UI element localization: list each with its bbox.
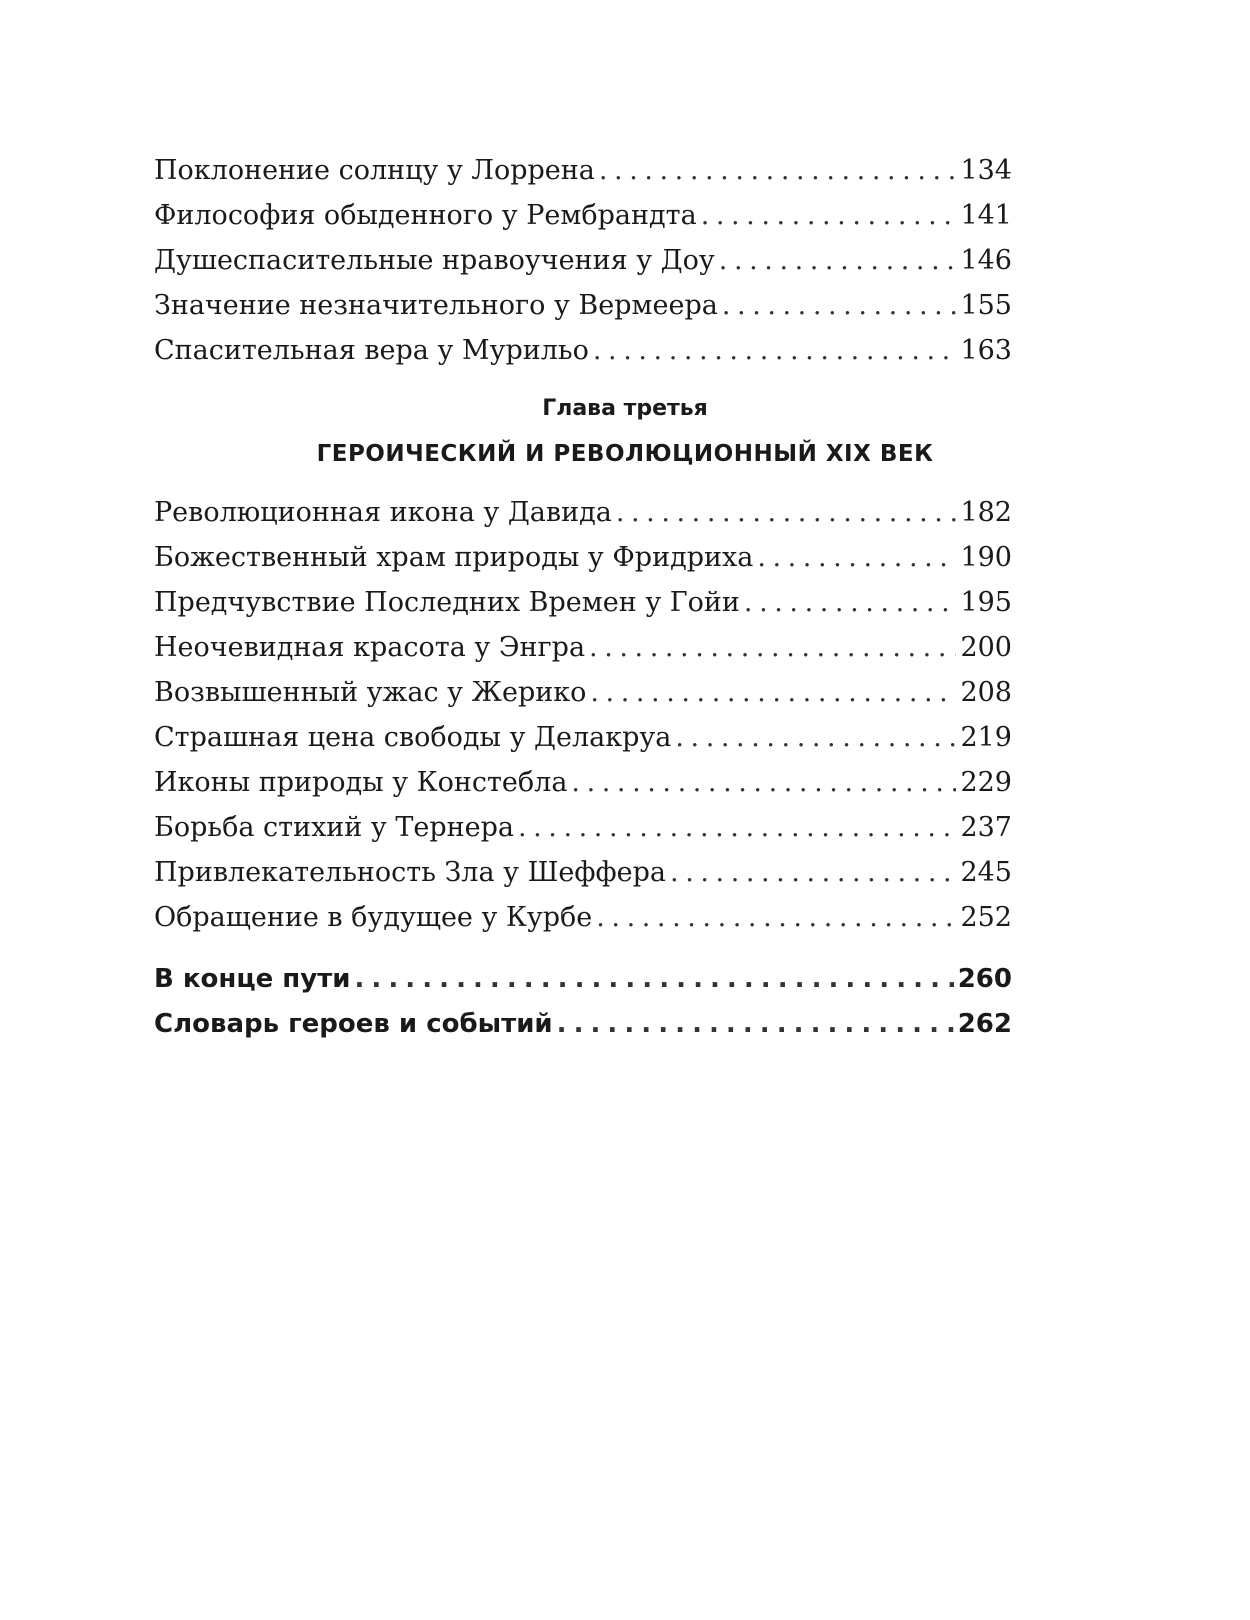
- toc-entry-page: 219: [960, 722, 1012, 753]
- toc-entry-page: 245: [960, 857, 1012, 888]
- dot-leader: [599, 151, 957, 191]
- toc-entry-page: 141: [960, 200, 1012, 231]
- toc-entry-delacroix[interactable]: [154, 718, 1012, 758]
- toc-entry-page: 134: [960, 155, 1012, 186]
- toc-entry-dou[interactable]: [154, 241, 1012, 281]
- toc-entry-title: Душеспасительные нравоучения у Доу: [154, 245, 715, 276]
- toc-entry-title: В конце пути: [154, 964, 351, 994]
- toc-entry-title: Божественный храм природы у Фридриха: [154, 542, 754, 573]
- chapter-label: Глава третья: [542, 396, 708, 421]
- toc-entry-vermeer[interactable]: [154, 286, 1012, 326]
- toc-entry-page: 252: [960, 902, 1012, 933]
- toc-entry-rembrandt[interactable]: [154, 196, 1012, 236]
- toc-entry-murillo[interactable]: [154, 331, 1012, 371]
- toc-entry-title: Страшная цена свободы у Делакруа: [154, 722, 672, 753]
- dot-leader: [701, 196, 957, 236]
- dot-leader: [757, 538, 956, 578]
- dot-leader: [719, 241, 957, 281]
- dot-leader: [593, 331, 957, 371]
- toc-entry-page: 262: [957, 1009, 1012, 1039]
- toc-entry-page: 163: [960, 335, 1012, 366]
- toc-entry-page: 260: [957, 964, 1012, 994]
- toc-entry-title: Неочевидная красота у Энгра: [154, 632, 586, 663]
- dot-leader: [590, 673, 956, 713]
- toc-entry-title: Привлекательность Зла у Шеффера: [154, 857, 667, 888]
- toc-entry-goya[interactable]: [154, 583, 1012, 623]
- toc-entry-title: Возвышенный ужас у Жерико: [154, 677, 587, 708]
- dot-leader: [518, 808, 956, 848]
- toc-entry-page: 229: [960, 767, 1012, 798]
- toc-entry-page: 146: [960, 245, 1012, 276]
- dot-leader: [355, 959, 954, 999]
- toc-entry-ingres[interactable]: [154, 628, 1012, 668]
- toc-entry-gericault[interactable]: [154, 673, 1012, 713]
- toc-entry-courbet[interactable]: [154, 898, 1012, 938]
- toc-entry-page: 195: [960, 587, 1012, 618]
- toc-entry-page: 190: [960, 542, 1012, 573]
- toc-entry-page: 237: [960, 812, 1012, 843]
- toc-entry-title: Словарь героев и событий: [154, 1009, 553, 1039]
- dot-leader: [557, 1004, 954, 1044]
- toc-entry-scheffer[interactable]: [154, 853, 1012, 893]
- toc-entry-page: 200: [960, 632, 1012, 663]
- toc-entry-title: Значение незначительного у Вермеера: [154, 290, 718, 321]
- toc-entry-title: Иконы природы у Констебла: [154, 767, 568, 798]
- toc-entry-title: Революционная икона у Давида: [154, 497, 612, 528]
- dot-leader: [596, 898, 956, 938]
- dot-leader: [675, 718, 956, 758]
- toc-entry-page: 182: [960, 497, 1012, 528]
- toc-entry-glossary[interactable]: [154, 1004, 1012, 1044]
- toc-entry-friedrich[interactable]: [154, 538, 1012, 578]
- toc-entry-constable[interactable]: [154, 763, 1012, 803]
- dot-leader: [571, 763, 956, 803]
- toc-entry-title: Обращение в будущее у Курбе: [154, 902, 593, 933]
- toc-entry-title: Предчувствие Последних Времен у Гойи: [154, 587, 740, 618]
- toc-entry-title: Спасительная вера у Мурильо: [154, 335, 589, 366]
- dot-leader: [670, 853, 956, 893]
- toc-entry-lorrain[interactable]: [154, 151, 1012, 191]
- toc-entry-title: Философия обыденного у Рембрандта: [154, 200, 697, 231]
- toc-entry-page: 155: [960, 290, 1012, 321]
- toc-entry-title: Поклонение солнцу у Лоррена: [154, 155, 595, 186]
- toc-entry-page: 208: [960, 677, 1012, 708]
- toc-entry-turner[interactable]: [154, 808, 1012, 848]
- toc-entry-title: Борьба стихий у Тернера: [154, 812, 514, 843]
- dot-leader: [589, 628, 956, 668]
- dot-leader: [744, 583, 957, 623]
- toc-entry-david[interactable]: [154, 493, 1012, 533]
- toc-entry-end-of-path[interactable]: [154, 959, 1012, 999]
- dot-leader: [722, 286, 957, 326]
- dot-leader: [616, 493, 957, 533]
- chapter-title: ГЕРОИЧЕСКИЙ И РЕВОЛЮЦИОННЫЙ XIX ВЕК: [316, 441, 934, 467]
